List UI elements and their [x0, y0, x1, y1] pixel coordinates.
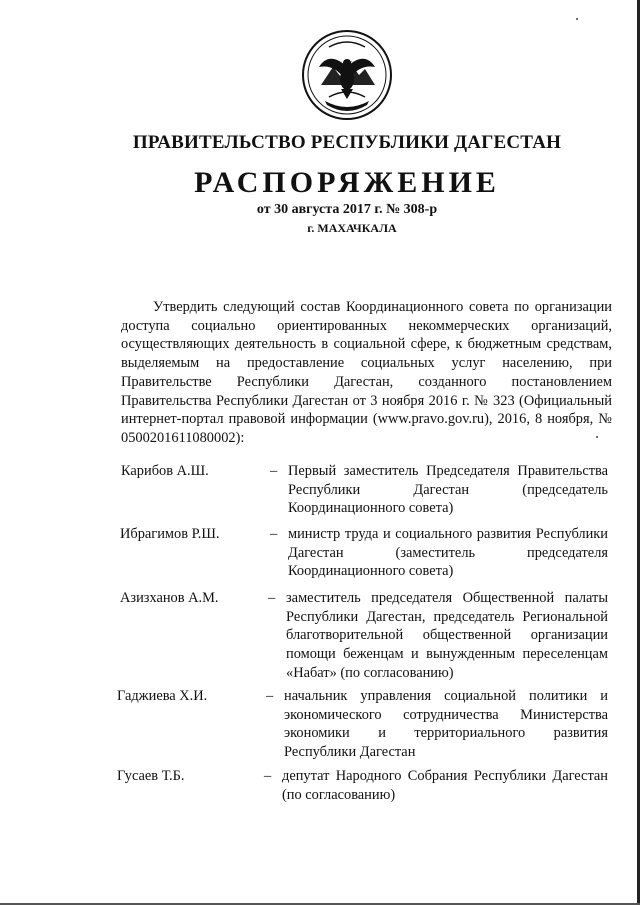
document-type-title: РАСПОРЯЖЕНИЕ	[194, 166, 500, 199]
scan-speck	[576, 18, 578, 20]
member-dash: –	[270, 526, 278, 542]
document-date-number: от 30 августа 2017 г. № 308-р	[256, 202, 438, 217]
member-role: заместитель председателя Общественной палаты Республики Дагестан, председатель Региональной благотворительной общественной организации помощи беженцам и вынужденным переселенцам «Набат» (по согласованию)	[286, 590, 608, 681]
document-city: г. МАХАЧКАЛА	[307, 221, 397, 235]
member-dash: –	[270, 463, 278, 479]
member-role: депутат Народного Собрания Республики Дагестан (по согласованию)	[282, 768, 608, 803]
member-dash: –	[268, 590, 276, 606]
scan-speck	[596, 436, 598, 438]
member-dash: –	[264, 768, 272, 784]
member-role: начальник управления социальной политики и экономического сотрудничества Министерства экономики и территориального развития Республики Дагестан	[284, 688, 608, 761]
member-dash: –	[266, 688, 274, 704]
government-title: ПРАВИТЕЛЬСТВО РЕСПУБЛИКИ ДАГЕСТАН	[132, 132, 562, 153]
intro-paragraph: Утвердить следующий состав Координационного совета по организации доступа социально ориентированных некоммерческих организаций, осуществляющих деятельность в социальной сфере, к бюджетным средствам, выделяемым на предоставление социальных услуг населению, при Правительстве Республики Дагестан, созданного постановлением Правительства Республики Дагестан от 3 ноября 2016 г. № 323 (Официальный интернет-портал правовой информации (www.pravo.gov.ru), 2016, 8 ноября, № 0500201611080002):	[121, 299, 612, 446]
member-name: Азизханов А.М.	[120, 590, 219, 606]
member-role: министр труда и социального развития Республики Дагестан (заместитель председателя Координационного совета)	[288, 526, 608, 580]
member-name: Гаджиева Х.И.	[117, 688, 208, 704]
member-name: Карибов А.Ш.	[121, 463, 209, 479]
member-name: Ибрагимов Р.Ш.	[120, 526, 220, 542]
member-role: Первый заместитель Председателя Правительства Республики Дагестан (председатель Координационного совета)	[288, 463, 608, 517]
member-name: Гусаев Т.Б.	[117, 768, 185, 784]
